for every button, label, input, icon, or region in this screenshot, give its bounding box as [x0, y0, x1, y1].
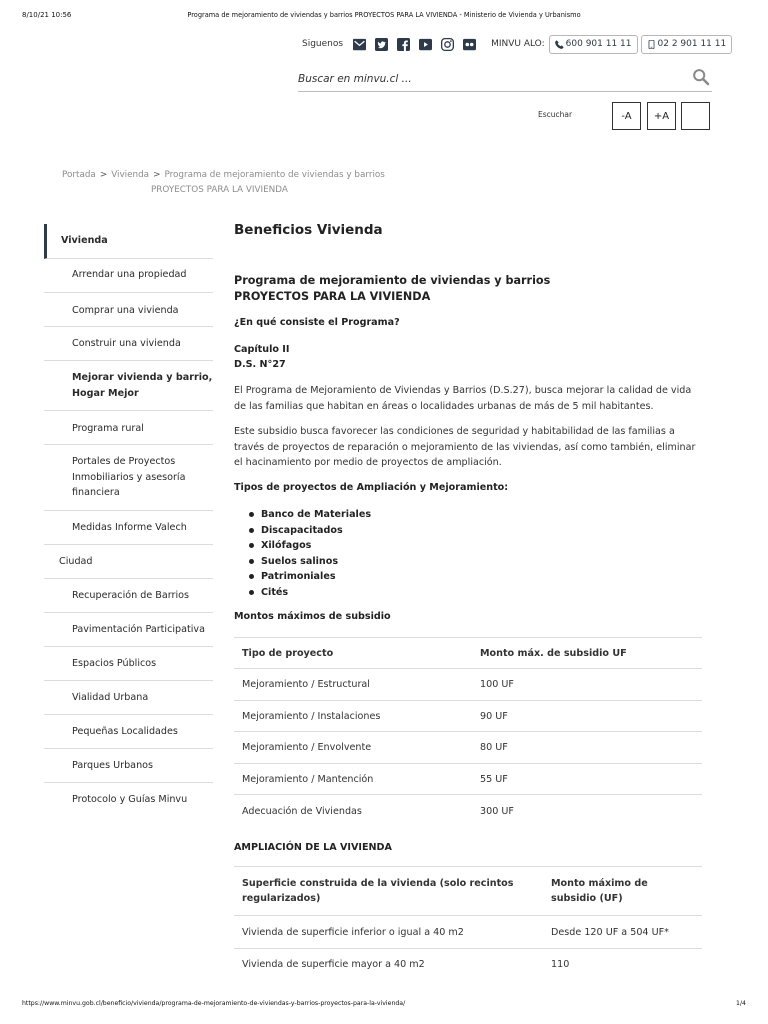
breadcrumb-current: Programa de mejoramiento de viviendas y barrios: [164, 170, 385, 180]
table-cell: Mejoramiento / Envolvente: [234, 732, 472, 764]
sidebar-item-comprar[interactable]: Comprar una vivienda: [44, 293, 213, 327]
social-row: [302, 34, 735, 54]
phone-number-1: 600 901 11 11: [565, 39, 632, 49]
list-item: Cités: [234, 585, 371, 601]
table-cell: 55 UF: [472, 764, 702, 795]
breadcrumb-separator: >: [153, 170, 161, 180]
table-header-cell: Monto máx. de subsidio UF: [472, 638, 702, 669]
description-paragraph-2: Este subsidio busca favorecer las condiciones de seguridad y habitabilidad de las familias a través de proyectos de reparación o mejoramiento de las viviendas, así como también, eliminar el hacinamiento por medio de proyectos de ampliación.: [234, 426, 696, 469]
chapter-info: [234, 342, 289, 372]
table-cell: 90 UF: [472, 701, 702, 732]
search-input[interactable]: [298, 69, 678, 89]
youtube-icon[interactable]: [419, 38, 432, 51]
decree-label: D.S. N°27: [234, 359, 286, 370]
print-date: 8/10/21 10:56: [22, 11, 72, 19]
sidebar-item-recuperacion-barrios[interactable]: Recuperación de Barrios: [44, 579, 213, 613]
search-bar: [298, 66, 712, 92]
table-cell: Vivienda de superficie inferior o igual a 40 m2: [234, 916, 543, 949]
table-header-cell: Tipo de proyecto: [234, 638, 472, 669]
table-cell: Adecuación de Viviendas: [242, 805, 362, 817]
table-row: [234, 669, 702, 701]
table-row: [234, 795, 702, 828]
facebook-icon[interactable]: [397, 38, 410, 51]
table-row: [234, 949, 702, 981]
table-cell: Mejoramiento / Estructural: [234, 669, 472, 701]
program-question: ¿En qué consiste el Programa?: [234, 317, 400, 328]
twitter-icon[interactable]: [375, 38, 388, 51]
project-types-heading: Tipos de proyectos de Ampliación y Mejoramiento:: [234, 482, 509, 493]
table-cell: 110: [551, 959, 570, 971]
sidebar-item-ciudad[interactable]: Ciudad: [44, 545, 213, 579]
sidebar-item-vialidad-urbana[interactable]: Vialidad Urbana: [44, 681, 213, 715]
ampliacion-heading: AMPLIACIÓN DE LA VIVIENDA: [234, 842, 392, 853]
description-paragraph-1: El Programa de Mejoramiento de Viviendas y Barrios (D.S.27), busca mejorar la calidad de vida de las familias que habitan en áreas o localidades urbanas de más de 5 mil habitantes.: [234, 385, 692, 412]
subsidy-amounts-heading: Montos máximos de subsidio: [234, 611, 391, 622]
table-header-row: [234, 638, 702, 669]
contrast-button[interactable]: [681, 102, 710, 130]
table-header-cell: Monto máximo de subsidio (UF): [543, 867, 702, 916]
phone-icon: [555, 40, 564, 49]
chapter-label: Capítulo II: [234, 344, 290, 355]
project-types-list: [234, 507, 371, 600]
print-header: [22, 11, 746, 23]
list-item: Patrimoniales: [234, 569, 371, 585]
sidebar-item-espacios-publicos[interactable]: Espacios Públicos: [44, 647, 213, 681]
sidebar-item-portales[interactable]: Portales de Proyectos Inmobiliarios y asesoría financiera: [44, 445, 213, 511]
sidebar-item-parques-urbanos[interactable]: Parques Urbanos: [44, 749, 213, 783]
list-item: Banco de Materiales: [234, 507, 371, 523]
phone-button-600[interactable]: [549, 35, 638, 54]
table-cell: 80 UF: [472, 732, 702, 764]
table-cell: Mejoramiento / Instalaciones: [234, 701, 472, 732]
mobile-phone-icon: [647, 40, 656, 49]
breadcrumb-home[interactable]: Portada: [62, 170, 96, 180]
breadcrumb-current-line2: PROYECTOS PARA LA VIVIENDA: [151, 185, 288, 195]
sidebar-item-vivienda[interactable]: Vivienda: [44, 224, 213, 259]
print-url: https://www.minvu.gob.cl/beneficio/vivienda/programa-de-mejoramiento-de-viviendas-y-barrios-proyectos-para-la-vivienda/: [22, 1000, 406, 1007]
list-item: Discapacitados: [234, 523, 371, 539]
minvu-alo-label: MINVU ALO:: [491, 39, 545, 49]
breadcrumb-vivienda[interactable]: Vivienda: [111, 170, 150, 180]
phone-number-2: 02 2 901 11 11: [657, 39, 727, 49]
page-title: Beneficios Vivienda: [234, 222, 383, 238]
table-cell: 300 UF: [480, 805, 514, 817]
sidebar-item-mejorar[interactable]: Mejorar vivienda y barrio, Hogar Mejor: [44, 361, 213, 411]
table-header-cell: Superficie construida de la vivienda (solo recintos regularizados): [234, 867, 543, 916]
table-row: [234, 764, 702, 795]
sidebar-item-arrendar[interactable]: Arrendar una propiedad: [44, 259, 213, 293]
table-cell: 100 UF: [472, 669, 702, 701]
siguenos-label: Siguenos: [302, 39, 344, 49]
print-page-number: 1/4: [736, 1000, 746, 1007]
sidebar-item-construir[interactable]: Construir una vivienda: [44, 327, 213, 361]
program-title: Programa de mejoramiento de viviendas y barrios PROYECTOS PARA LA VIVIENDA: [234, 274, 551, 303]
table-cell: Mejoramiento / Mantención: [234, 764, 472, 795]
mail-icon[interactable]: [353, 38, 366, 51]
search-icon[interactable]: [692, 68, 710, 86]
sidebar-nav: [44, 224, 213, 817]
sidebar-item-protocolo[interactable]: Protocolo y Guías Minvu: [72, 794, 188, 805]
breadcrumb-separator: >: [99, 170, 108, 180]
sidebar-item-valech[interactable]: Medidas Informe Valech: [44, 511, 213, 545]
table-row: [234, 701, 702, 732]
subsidy-table: [234, 637, 702, 828]
ampliacion-table: [234, 866, 702, 981]
list-item: Xilófagos: [234, 538, 371, 554]
instagram-icon[interactable]: [441, 38, 454, 51]
table-cell: Vivienda de superficie mayor a 40 m2: [242, 959, 425, 971]
table-cell: Desde 120 UF a 504 UF*: [543, 916, 702, 949]
table-header-row: [234, 867, 702, 916]
breadcrumb: [62, 168, 402, 198]
print-title: Programa de mejoramiento de viviendas y barrios PROYECTOS PARA LA VIVIENDA - Ministerio de Vivienda y Urbanismo: [187, 11, 581, 19]
listen-button[interactable]: Escuchar: [538, 110, 573, 119]
table-row: [234, 916, 702, 949]
print-footer: [22, 1000, 746, 1010]
phone-button-02[interactable]: [641, 35, 733, 54]
sidebar-item-pequenas-localidades[interactable]: Pequeñas Localidades: [44, 715, 213, 749]
flickr-icon[interactable]: [463, 38, 476, 51]
table-row: [234, 732, 702, 764]
increase-font-button[interactable]: +A: [647, 102, 676, 130]
sidebar-item-pavimentacion[interactable]: Pavimentación Participativa: [44, 613, 213, 647]
list-item: Suelos salinos: [234, 554, 371, 570]
decrease-font-button[interactable]: -A: [612, 102, 641, 130]
sidebar-item-programa-rural[interactable]: Programa rural: [44, 411, 213, 445]
